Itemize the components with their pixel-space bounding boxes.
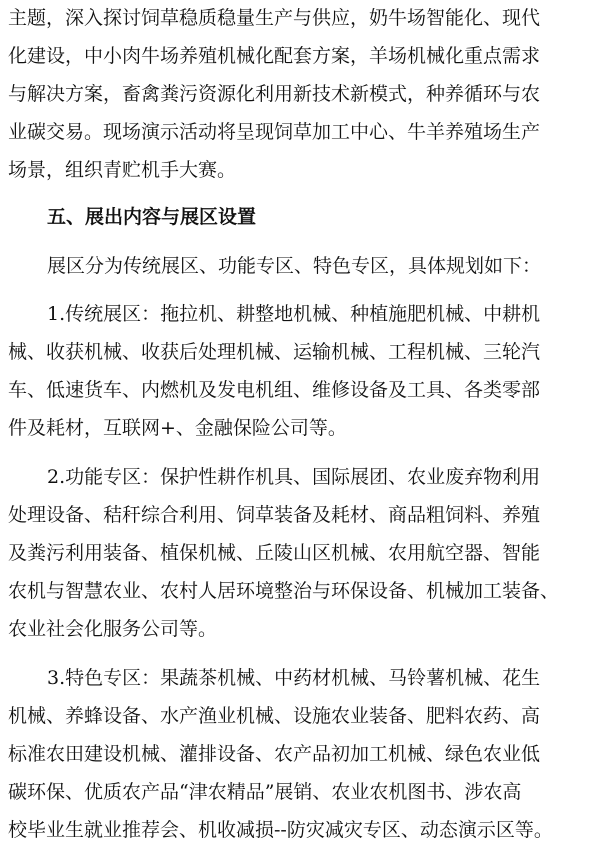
- zone-1-line: 械、收获机械、收获后处理机械、运输机械、工程机械、三轮汽: [8, 341, 541, 363]
- zone-3-line: 3.特色专区：果蔬茶机械、中药材机械、马铃薯机械、花生: [47, 667, 541, 689]
- section-heading: 五、展出内容与展区设置: [47, 206, 257, 228]
- zone-3-line: 校毕业生就业推荐会、机收减损--防灾减灾专区、动态演示区等。: [8, 819, 553, 841]
- zone-2-line: 农机与智慧农业、农村人居环境整治与环保设备、机械加工装备、: [8, 580, 560, 602]
- section-intro: 展区分为传统展区、功能专区、特色专区，具体规划如下：: [47, 255, 542, 277]
- zone-2-line: 2.功能专区：保护性耕作机具、国际展团、农业废弃物利用: [47, 466, 541, 488]
- intro-line: 业碳交易。现场演示活动将呈现饲草加工中心、牛羊养殖场生产: [8, 121, 541, 143]
- intro-line: 场景，组织青贮机手大赛。: [8, 159, 237, 181]
- intro-line: 主题，深入探讨饲草稳质稳量生产与供应，奶牛场智能化、现代: [8, 7, 541, 29]
- intro-line: 与解决方案，畜禽粪污资源化利用新技术新模式，种养循环与农: [8, 83, 541, 105]
- zone-1-line: 1.传统展区：拖拉机、耕整地机械、种植施肥机械、中耕机: [47, 303, 541, 325]
- zone-2-line: 及粪污利用装备、植保机械、丘陵山区机械、农用航空器、智能: [8, 542, 541, 564]
- zone-3-line: 碳环保、优质农产品“津农精品”展销、农业农机图书、涉农高: [8, 781, 522, 803]
- zone-1-line: 件及耗材，互联网+、金融保险公司等。: [8, 417, 347, 439]
- zone-3-line: 机械、养蜂设备、水产渔业机械、设施农业装备、肥料农药、高: [8, 705, 541, 727]
- zone-3-line: 标准农田建设机械、灌排设备、农产品初加工机械、绿色农业低: [8, 743, 541, 765]
- zone-1-line: 车、低速货车、内燃机及发电机组、维修设备及工具、各类零部: [8, 379, 541, 401]
- zone-2-line: 处理设备、秸秆综合利用、饲草装备及耗材、商品粗饲料、养殖: [8, 504, 541, 526]
- zone-2-line: 农业社会化服务公司等。: [8, 618, 218, 640]
- intro-line: 化建设，中小肉牛场养殖机械化配套方案，羊场机械化重点需求: [8, 45, 541, 67]
